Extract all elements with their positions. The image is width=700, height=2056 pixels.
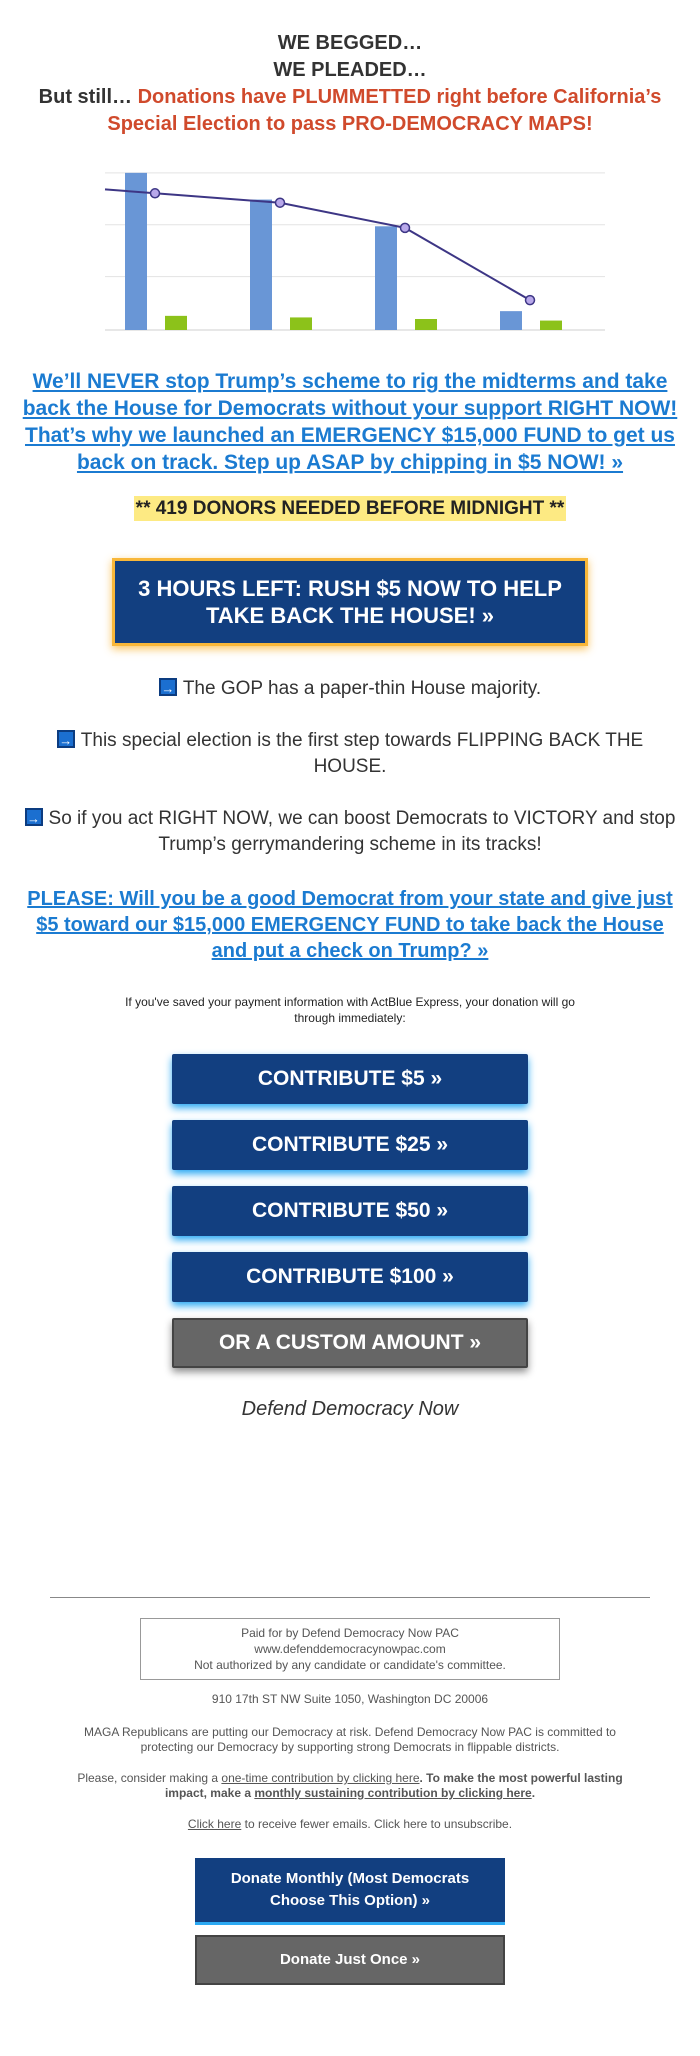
footer-divider: [50, 1597, 650, 1598]
arrow-right-icon: →: [25, 808, 43, 826]
email-body: [0, 30, 700, 1985]
donors-needed-text: ** 419 DONORS NEEDED BEFORE MIDNIGHT **: [135, 498, 565, 519]
bullet-text-3: So if you act RIGHT NOW, we can boost Democrats to VICTORY and stop Trump’s gerrymandering scheme in its tracks!: [48, 808, 676, 855]
mission-text: MAGA Republicans are putting our Democracy at risk. Defend Democracy Now PAC is committed to protecting our Democracy by supporting strong Democrats in flippable districts.: [84, 1725, 616, 1754]
website-text: www.defenddemocracynowpac.com: [254, 1642, 446, 1656]
headline-prefix: But still…: [38, 86, 138, 108]
trend-point-2: [276, 198, 285, 207]
appeal-link[interactable]: We’ll NEVER stop Trump’s scheme to rig the midterms and take back the House for Democrats without your support RIGHT NOW! That’s why we launched an EMERGENCY $15,000 FUND to get us back on track. Step up ASAP by chipping in $5 NOW! »: [22, 370, 678, 474]
consider-prefix: Please, consider making a: [77, 1771, 222, 1785]
contribute-100-button[interactable]: CONTRIBUTE $100 »: [172, 1252, 528, 1302]
paid-for-box: [140, 1618, 560, 1680]
monthly-contribution-link[interactable]: monthly sustaining contribution by clicking here: [254, 1786, 532, 1800]
donate-monthly-button[interactable]: Donate Monthly (Most Democrats Choose This Option) »: [195, 1858, 505, 1925]
hours-left-button[interactable]: 3 HOURS LEFT: RUSH $5 NOW TO HELP TAKE BACK THE HOUSE! »: [112, 558, 588, 646]
bar-series-1-2: [250, 200, 272, 330]
contribute-25-button[interactable]: CONTRIBUTE $25 »: [172, 1120, 528, 1170]
headline-line-1: WE BEGGED…: [277, 32, 423, 54]
trend-point-3: [401, 223, 410, 232]
bar-series-1-3: [375, 226, 397, 330]
donors-needed: [0, 498, 700, 520]
one-time-contribution-link[interactable]: one-time contribution by clicking here: [221, 1771, 420, 1785]
bullet-1: [20, 676, 680, 702]
consider-end: .: [531, 1786, 536, 1800]
appeal-paragraph: [20, 368, 680, 476]
bullet-3: [20, 806, 680, 858]
bar-series-2-2: [290, 317, 312, 330]
consider-text: [60, 1771, 640, 1801]
contribute-5-button[interactable]: CONTRIBUTE $5 »: [172, 1054, 528, 1104]
headline-red-text: Donations have PLUMMETTED right before California’s Special Election to pass PRO-DEMOCRACY MAPS!: [107, 86, 662, 135]
paid-by-text: Paid for by Defend Democracy Now PAC: [241, 1626, 459, 1640]
address: 910 17th ST NW Suite 1050, Washington DC 20006: [211, 1692, 489, 1706]
bar-series-1-1: [125, 173, 147, 330]
trend-line: [155, 193, 530, 300]
unsubscribe-text: to receive fewer emails. Click here to unsubscribe.: [241, 1817, 513, 1831]
headline-line-3: [20, 84, 680, 138]
trend-point-4: [526, 296, 535, 305]
headline: [20, 30, 680, 138]
bullet-text-2: This special election is the first step towards FLIPPING BACK THE HOUSE.: [80, 730, 644, 777]
bullet-2: [20, 728, 680, 780]
consider-middle: . To make the most powerful lasting impact, make a: [164, 1771, 623, 1800]
bar-series-2-1: [165, 316, 187, 330]
not-authorized-text: Not authorized by any candidate or candidate's committee.: [194, 1658, 506, 1672]
fewer-emails-link[interactable]: Click here: [187, 1817, 242, 1831]
actblue-note: If you've saved your payment information with ActBlue Express, your donation will go through immediately:: [125, 995, 575, 1025]
headline-line-2: WE PLEADED…: [273, 59, 427, 81]
donate-once-button[interactable]: Donate Just Once »: [195, 1935, 505, 1985]
donations-chart: [80, 160, 620, 340]
bar-series-2-4: [540, 321, 562, 330]
appeal-2-paragraph: [20, 886, 680, 964]
arrow-right-icon: →: [159, 678, 177, 696]
custom-amount-button[interactable]: OR A CUSTOM AMOUNT »: [172, 1318, 528, 1368]
contribute-buttons: [172, 1054, 528, 1368]
bullet-text-1: The GOP has a paper-thin House majority.: [182, 678, 542, 699]
fewer-emails-text: [60, 1817, 640, 1832]
bar-series-2-3: [415, 319, 437, 330]
trend-point-1: [151, 189, 160, 198]
contribute-50-button[interactable]: CONTRIBUTE $50 »: [172, 1186, 528, 1236]
arrow-right-icon: →: [57, 730, 75, 748]
appeal-2-link[interactable]: PLEASE: Will you be a good Democrat from your state and give just $5 toward our $15,000 EMERGENCY FUND to take back the House and put a check on Trump? »: [27, 888, 673, 962]
bar-series-1-4: [500, 311, 522, 330]
signature: Defend Democracy Now: [241, 1398, 459, 1420]
